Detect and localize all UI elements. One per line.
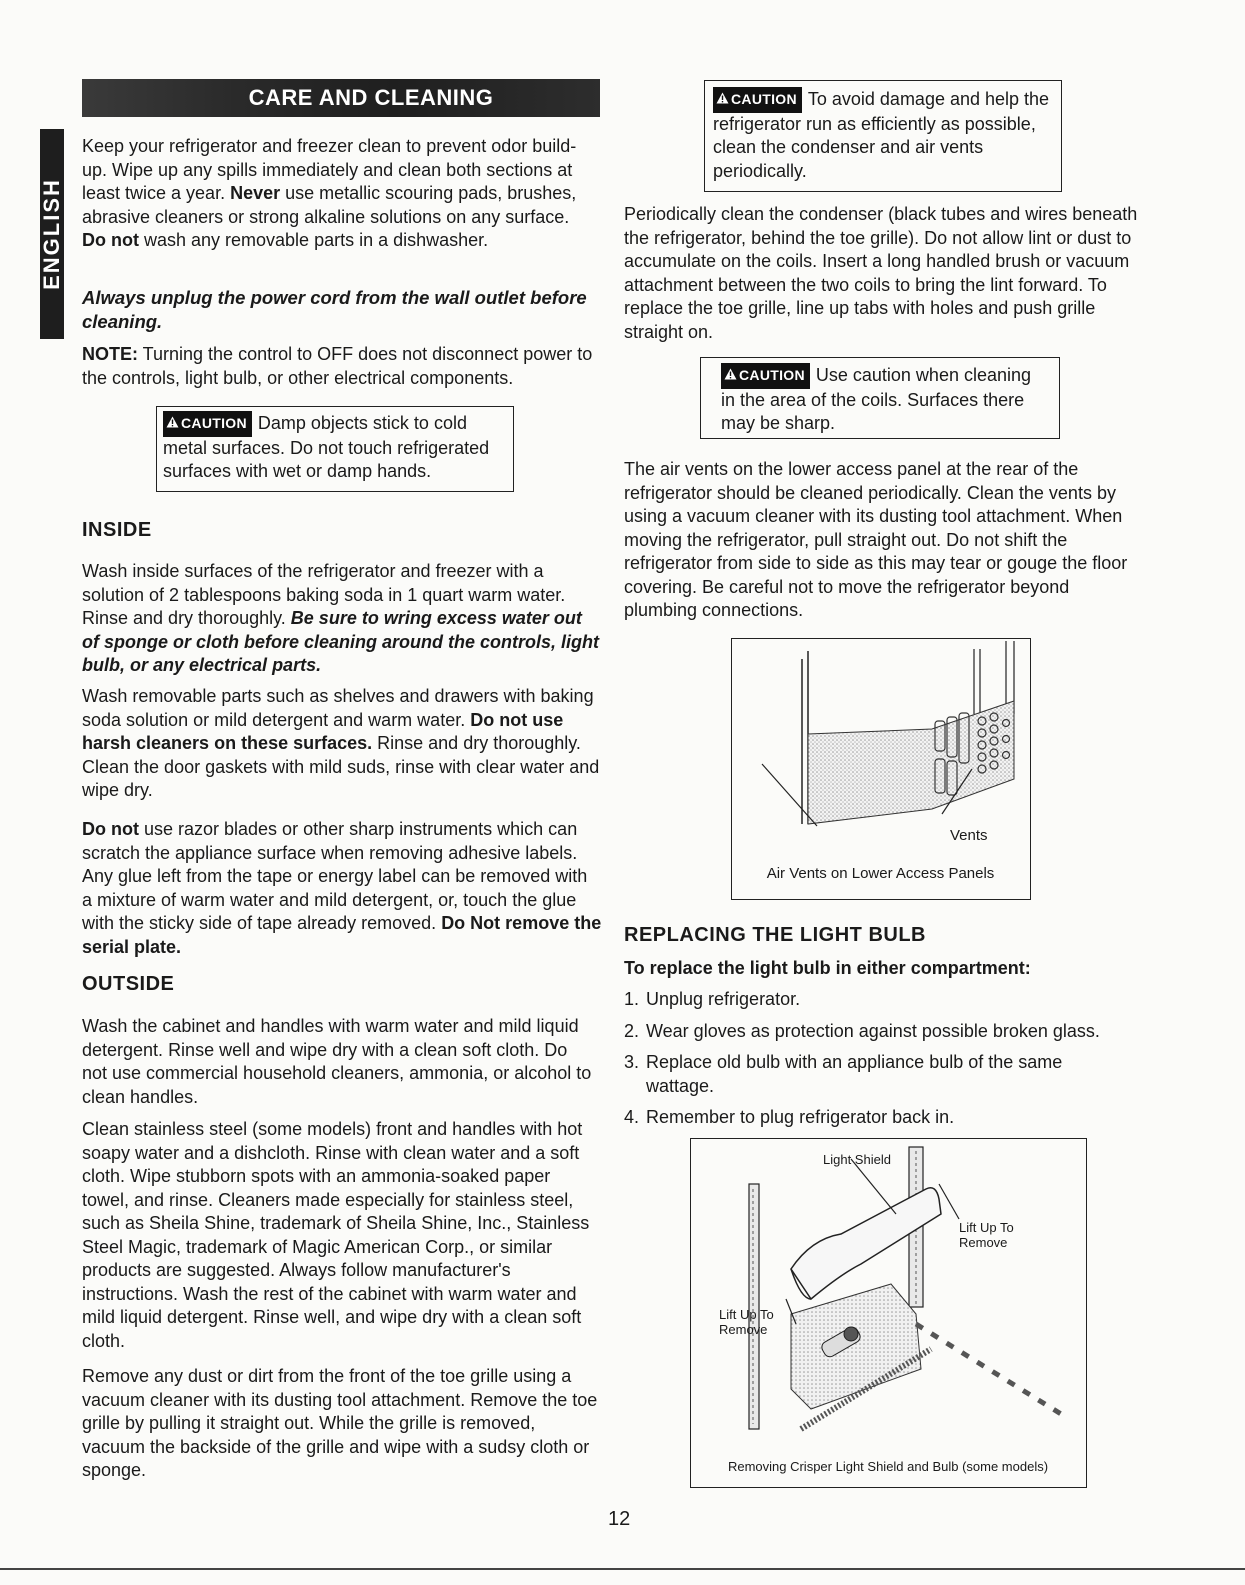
unplug-warning: Always unplug the power cord from the wall outlet before cleaning. <box>82 287 587 332</box>
light-shield-figure <box>690 1138 1087 1488</box>
list-item: 1. Unplug refrigerator. <box>624 989 801 1009</box>
list-item: 2. Wear gloves as protection against possible broken glass. <box>624 1020 1100 1041</box>
air-vents-figure <box>731 638 1031 900</box>
caution-badge: CAUTION <box>713 87 802 113</box>
inside-heading: INSIDE <box>82 519 152 541</box>
warning-triangle-icon <box>724 368 737 380</box>
outside-paragraph-2: Clean stainless steel (some models) front and handles with hot soapy water and a dishcloth. Rinse with clean water and a soft cloth. Wipe stubborn spots with an ammonia-soaked paper towel, and rinse. Cleaners made especially for stainless steel, such as Sheila Shine, trademark of Sheila Shine, Inc., Stainless Steel Magic, trademark of Magic American Corp., or similar products are suggested. Always follow manufacturer's instructions. Wash the rest of the cabinet with warm water and mild liquid detergent. Rinse well, and wipe dry with a clean soft cloth. <box>82 1119 590 1351</box>
section-title: CARE AND CLEANING <box>248 85 494 110</box>
vents-paragraph: The air vents on the lower access panel at the rear of the refrigerator should be cleaned periodically. Clean the vents by using a vacuum cleaner with its dusting tool attachment. When moving the refrigerator, pull straight out. Do not shift the refrigerator from side to side as this may tear or gouge the floor covering. Be careful not to move the refrigerator beyond plumbing connections. <box>624 459 1128 620</box>
inside-paragraph-1: Wash inside surfaces of the refrigerator and freezer with a solution of 2 tablespoons baking soda in 1 quart warm water. Rinse and dry thoroughly. Be sure to wring excess water out of sponge or cloth before cleaning around the controls, light bulb, or any electrical parts. <box>82 561 600 675</box>
language-tab-label: ENGLISH <box>39 178 65 290</box>
bulb-subheading: To replace the light bulb in either compartment: <box>624 958 1031 978</box>
note-paragraph: NOTE: Turning the control to OFF does not disconnect power to the controls, light bulb, or other electrical components. <box>82 344 593 388</box>
bulb-steps-list <box>624 988 1164 1130</box>
bulb-heading: REPLACING THE LIGHT BULB <box>624 924 926 946</box>
list-item: 3. Replace old bulb with an appliance bulb of the same wattage. <box>624 1052 1063 1096</box>
intro-paragraph: Keep your refrigerator and freezer clean to prevent odor build-up. Wipe up any spills immediately and clean both sections at least twice a year. Never use metallic scouring pads, brushes, abrasive cleaners or strong alkaline solutions on any surface. Do not wash any removable parts in a dishwasher. <box>82 136 577 250</box>
section-title-banner <box>82 79 600 117</box>
caution-badge: CAUTION <box>163 411 252 437</box>
light-shield-caption: Removing Crisper Light Shield and Bulb (some models) <box>727 1459 1049 1474</box>
caution-box-coils: CAUTION Use caution when cleaning in the area of the coils. Surfaces there may be sharp. <box>700 357 1060 439</box>
page-number: 12 <box>608 1508 631 1530</box>
inside-paragraph-2: Wash removable parts such as shelves and drawers with baking soda solution or mild detergent and warm water. Do not use harsh cleaners on these surfaces. Rinse and dry thoroughly. Clean the door gaskets with mild suds, rinse with clear water and wipe dry. <box>82 686 600 800</box>
air-vents-caption: Air Vents on Lower Access Panels <box>766 865 995 882</box>
bottom-rule <box>0 1568 1245 1570</box>
inside-paragraph-3: Do not use razor blades or other sharp instruments which can scratch the appliance surface when removing adhesive labels. Any glue left from the tape or energy label can be removed with a mixture of warm water and mild detergent, or, touch the glue with the sticky side of tape already removed. Do Not remove the serial plate. <box>82 819 602 957</box>
lift-up-right-label: Lift Up To Remove <box>959 1220 1014 1250</box>
caution-badge: CAUTION <box>721 363 810 389</box>
warning-triangle-icon <box>716 92 729 104</box>
outside-paragraph-3: Remove any dust or dirt from the front of the toe grille using a vacuum cleaner with its dusting tool attachment. Remove the toe grille by pulling it straight out. While the grille is removed, vacuum the backside of the grille and wipe with a sudsy cloth or sponge. <box>82 1366 598 1480</box>
list-item: 4. Remember to plug refrigerator back in. <box>624 1107 955 1127</box>
lift-up-left-label: Lift Up To Remove <box>719 1307 774 1337</box>
light-shield-label: Light Shield <box>823 1152 891 1167</box>
outside-paragraph-1: Wash the cabinet and handles with warm water and mild liquid detergent. Rinse well and wipe dry with a clean soft cloth. Do not use commercial household cleaners, ammonia, or alcohol to clean handles. <box>82 1016 592 1107</box>
condenser-paragraph: Periodically clean the condenser (black tubes and wires beneath the refrigerator, behind the toe grille). Do not allow lint or dust to accumulate on the coils. Insert a long handled brush or vacuum attachment between the two coils to bring the lint forward. To replace the toe grille, line up tabs with holes and push grille straight on. <box>624 204 1138 342</box>
language-tab <box>40 129 64 339</box>
outside-heading: OUTSIDE <box>82 973 175 995</box>
caution-box-damp: CAUTION Damp objects stick to cold metal surfaces. Do not touch refrigerated surfaces with wet or damp hands. <box>156 406 514 492</box>
warning-triangle-icon <box>166 416 179 428</box>
vents-label: Vents <box>950 827 988 844</box>
caution-box-condenser: CAUTION To avoid damage and help the refrigerator run as efficiently as possible, clean the condenser and air vents periodically. <box>704 80 1062 192</box>
light-shield-illustration <box>691 1139 1085 1451</box>
